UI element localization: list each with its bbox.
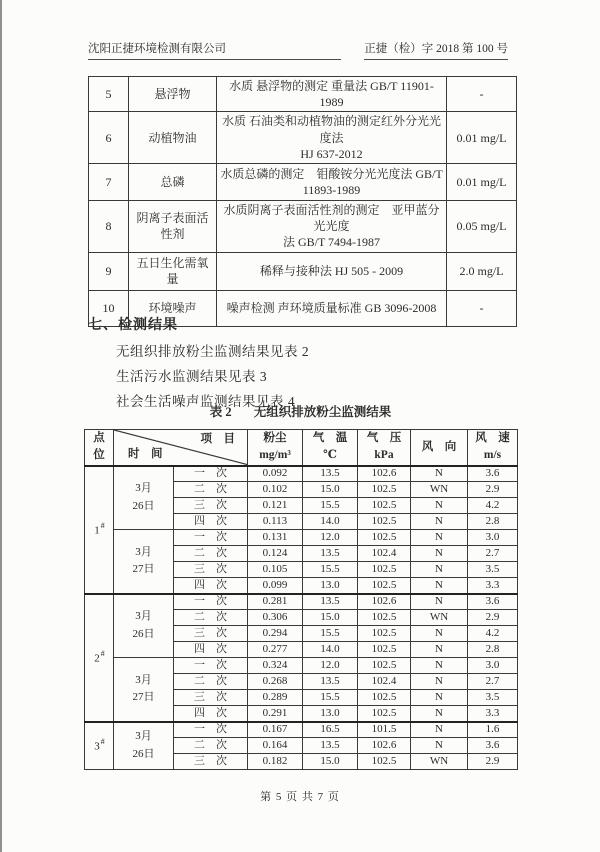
cell-temp: 15.5 (303, 498, 358, 514)
cell-limit: 0.01 mg/L (447, 163, 517, 200)
header-dust-name: 粉尘 (263, 432, 287, 444)
method-line: 噪声检测 声环境质量标准 GB 3096-2008 (226, 300, 437, 315)
cell-parameter: 阴离子表面活性剂 (129, 200, 217, 252)
cell-pressure: 102.4 (358, 546, 411, 562)
method-line: 水质阴离子表面活性剂的测定 亚甲蓝分光光度 (223, 202, 440, 234)
cell-date (114, 466, 174, 530)
cell-temp: 15.5 (303, 690, 358, 706)
cell-wind-speed: 2.8 (468, 514, 518, 530)
table2-caption-label: 表 2 (209, 405, 232, 419)
company-name: 沈阳正捷环境检测有限公司 (88, 40, 341, 60)
cell-wind-speed: 2.9 (468, 754, 518, 770)
cell-wind-dir: N (411, 546, 468, 562)
table2-caption (84, 402, 517, 420)
cell-wind-speed: 3.0 (468, 658, 518, 674)
method-line: HJ 637-2012 (300, 146, 363, 161)
cell-limit: 0.05 mg/L (447, 200, 517, 252)
header-point-line: 位 (93, 449, 105, 462)
cell-no: 6 (89, 112, 129, 164)
method-line: 法 GB/T 7494-1987 (282, 235, 381, 250)
point-number: 3 (94, 740, 100, 753)
cell-no: 10 (89, 290, 129, 326)
cell-no: 7 (89, 163, 129, 200)
cell-method (217, 163, 447, 200)
cell-point (85, 722, 114, 770)
cell-temp: 15.5 (303, 562, 358, 578)
cell-wind-dir: WN (411, 754, 468, 770)
header-temp-name: 气 温 (312, 432, 348, 444)
table-row (85, 722, 518, 738)
cell-wind-speed: 2.9 (468, 482, 518, 498)
header-time-label: 时 间 (128, 448, 163, 461)
method-line: 稀释与接种法 HJ 505 - 2009 (259, 263, 404, 278)
cell-sequence: 一 次 (174, 466, 248, 482)
table-row (85, 658, 518, 674)
cell-dust: 0.113 (248, 514, 303, 530)
header-temp-unit: ℃ (323, 449, 337, 462)
cell-sequence: 四 次 (174, 642, 248, 658)
cell-wind-dir: N (411, 530, 468, 546)
cell-wind-dir: N (411, 466, 468, 482)
table-row (85, 466, 518, 482)
cell-temp: 13.5 (303, 738, 358, 754)
cell-dust: 0.268 (248, 674, 303, 690)
cell-pressure: 102.5 (358, 578, 411, 594)
cell-dust: 0.164 (248, 738, 303, 754)
cell-pressure: 102.5 (358, 498, 411, 514)
cell-parameter: 动植物油 (129, 112, 217, 164)
cell-pressure: 102.5 (358, 562, 411, 578)
cell-pressure: 102.6 (358, 466, 411, 482)
cell-dust: 0.291 (248, 706, 303, 722)
point-number: 2 (94, 652, 100, 665)
header-temperature (303, 430, 358, 466)
cell-sequence: 一 次 (174, 594, 248, 610)
header-point-line: 点 (93, 432, 105, 444)
cell-dust: 0.099 (248, 578, 303, 594)
cell-wind-speed: 2.7 (468, 546, 518, 562)
document-number: 正捷（检）字 2018 第 100 号 (364, 40, 508, 60)
cell-dust: 0.294 (248, 626, 303, 642)
date-month: 3月 (135, 482, 152, 495)
cell-dust: 0.105 (248, 562, 303, 578)
date-day: 27日 (132, 691, 155, 704)
date-month: 3月 (135, 730, 152, 743)
method-line: 水质总磷的测定 钼酸铵分光光度法 GB/T (220, 166, 443, 181)
cell-pressure: 102.5 (358, 626, 411, 642)
cell-sequence: 三 次 (174, 754, 248, 770)
cell-temp: 15.0 (303, 610, 358, 626)
point-number: 1 (94, 524, 100, 537)
cell-dust: 0.306 (248, 610, 303, 626)
cell-method (217, 252, 447, 290)
cell-limit: 2.0 mg/L (447, 252, 517, 290)
cell-no: 9 (89, 252, 129, 290)
date-month: 3月 (135, 673, 152, 686)
cell-temp: 13.5 (303, 466, 358, 482)
dust-monitoring-table (84, 429, 518, 770)
cell-temp: 15.0 (303, 754, 358, 770)
cell-wind-dir: N (411, 562, 468, 578)
cell-pressure: 102.5 (358, 658, 411, 674)
cell-wind-dir: N (411, 722, 468, 738)
cell-dust: 0.102 (248, 482, 303, 498)
cell-dust: 0.121 (248, 498, 303, 514)
cell-temp: 12.0 (303, 658, 358, 674)
cell-pressure: 101.5 (358, 722, 411, 738)
cell-wind-dir: N (411, 738, 468, 754)
cell-pressure: 102.6 (358, 738, 411, 754)
cell-dust: 0.124 (248, 546, 303, 562)
date-day: 26日 (132, 627, 155, 640)
header-press-unit: kPa (374, 449, 394, 462)
cell-method (217, 200, 447, 252)
cell-sequence: 一 次 (174, 530, 248, 546)
section-title: 七、检测结果 (88, 318, 178, 333)
cell-pressure: 102.5 (358, 642, 411, 658)
cell-sequence: 一 次 (174, 658, 248, 674)
cell-wind-dir: WN (411, 482, 468, 498)
cell-wind-dir: N (411, 514, 468, 530)
cell-method (217, 77, 447, 112)
cell-wind-speed: 3.5 (468, 562, 518, 578)
point-mark: # (100, 648, 105, 658)
section-line: 社会生活噪声监测结果见表 4 (116, 394, 296, 409)
cell-dust: 0.277 (248, 642, 303, 658)
cell-sequence: 三 次 (174, 562, 248, 578)
table-row (89, 163, 517, 200)
cell-wind-speed: 4.2 (468, 626, 518, 642)
cell-parameter: 环境噪声 (129, 290, 217, 326)
header-dust-unit: mg/m³ (259, 449, 291, 462)
cell-no: 8 (89, 200, 129, 252)
cell-wind-speed: 3.3 (468, 706, 518, 722)
cell-pressure: 102.5 (358, 706, 411, 722)
page-footer: 第 5 页 共 7 页 (260, 791, 340, 803)
method-table (88, 76, 517, 327)
cell-wind-dir: N (411, 626, 468, 642)
cell-wind-speed: 3.0 (468, 530, 518, 546)
cell-temp: 15.0 (303, 482, 358, 498)
cell-point (85, 466, 114, 594)
cell-sequence: 二 次 (174, 482, 248, 498)
cell-temp: 13.0 (303, 706, 358, 722)
table2-caption-title: 无组织排放粉尘监测结果 (253, 405, 392, 419)
cell-wind-speed: 1.6 (468, 722, 518, 738)
cell-wind-dir: N (411, 658, 468, 674)
point-mark: # (100, 737, 105, 747)
cell-temp: 14.0 (303, 642, 358, 658)
cell-date (114, 722, 174, 770)
cell-parameter: 总磷 (129, 163, 217, 200)
date-day: 27日 (132, 563, 155, 576)
cell-sequence: 四 次 (174, 706, 248, 722)
cell-pressure: 102.5 (358, 482, 411, 498)
section-line: 无组织排放粉尘监测结果见表 2 (116, 344, 310, 359)
date-month: 3月 (135, 545, 152, 558)
header-item-label: 项 目 (200, 433, 235, 445)
cell-sequence: 二 次 (174, 610, 248, 626)
cell-temp: 13.0 (303, 578, 358, 594)
cell-pressure: 102.5 (358, 690, 411, 706)
header-speed-unit: m/s (483, 449, 502, 462)
cell-parameter: 五日生化需氧量 (129, 252, 217, 290)
table-row (85, 530, 518, 546)
cell-wind-dir: N (411, 706, 468, 722)
cell-temp: 13.5 (303, 546, 358, 562)
header-diagonal-cell (114, 430, 248, 466)
table-row (89, 200, 517, 252)
cell-sequence: 二 次 (174, 546, 248, 562)
header-press-name: 气 压 (366, 432, 402, 444)
cell-wind-dir: N (411, 578, 468, 594)
table-row (89, 252, 517, 290)
cell-sequence: 四 次 (174, 514, 248, 530)
table-row (89, 112, 517, 164)
cell-dust: 0.324 (248, 658, 303, 674)
cell-pressure: 102.6 (358, 594, 411, 610)
cell-wind-dir: N (411, 642, 468, 658)
method-line: 水质 悬浮物的测定 重量法 GB/T 11901-1989 (229, 79, 434, 110)
cell-wind-speed: 3.6 (468, 738, 518, 754)
cell-wind-speed: 2.7 (468, 674, 518, 690)
cell-no: 5 (89, 77, 129, 112)
cell-wind-speed: 4.2 (468, 498, 518, 514)
cell-limit: - (447, 77, 517, 112)
cell-wind-dir: N (411, 498, 468, 514)
table-row (85, 594, 518, 610)
cell-wind-dir: WN (411, 610, 468, 626)
method-line: 11893-1989 (302, 182, 361, 197)
cell-sequence: 一 次 (174, 722, 248, 738)
cell-sequence: 三 次 (174, 626, 248, 642)
header-speed-name: 风 速 (475, 432, 510, 444)
header-point (85, 430, 114, 466)
section-line: 生活污水监测结果见表 3 (116, 369, 268, 384)
date-day: 26日 (132, 499, 155, 512)
table-header-row (85, 430, 518, 466)
cell-dust: 0.182 (248, 754, 303, 770)
cell-method (217, 290, 447, 326)
cell-pressure: 102.5 (358, 514, 411, 530)
cell-pressure: 102.5 (358, 530, 411, 546)
cell-dust: 0.281 (248, 594, 303, 610)
cell-temp: 13.5 (303, 674, 358, 690)
header-wind-direction: 风 向 (411, 430, 468, 466)
cell-sequence: 二 次 (174, 674, 248, 690)
cell-dust: 0.167 (248, 722, 303, 738)
cell-wind-dir: N (411, 594, 468, 610)
point-mark: # (100, 520, 105, 530)
cell-sequence: 三 次 (174, 690, 248, 706)
cell-dust: 0.289 (248, 690, 303, 706)
cell-wind-speed: 2.9 (468, 610, 518, 626)
cell-limit: - (447, 290, 517, 326)
cell-date (114, 658, 174, 722)
page-header (0, 40, 600, 60)
cell-wind-dir: N (411, 690, 468, 706)
date-day: 26日 (132, 747, 155, 760)
cell-wind-speed: 2.8 (468, 642, 518, 658)
cell-limit: 0.01 mg/L (447, 112, 517, 164)
cell-wind-speed: 3.5 (468, 690, 518, 706)
cell-sequence: 四 次 (174, 578, 248, 594)
cell-point (85, 594, 114, 722)
cell-temp: 15.5 (303, 626, 358, 642)
cell-temp: 14.0 (303, 514, 358, 530)
cell-wind-speed: 3.6 (468, 466, 518, 482)
cell-temp: 13.5 (303, 594, 358, 610)
date-month: 3月 (135, 610, 152, 623)
cell-sequence: 二 次 (174, 738, 248, 754)
method-line: 水质 石油类和动植物油的测定红外分光光度法 (221, 114, 441, 145)
cell-wind-speed: 3.6 (468, 594, 518, 610)
cell-pressure: 102.4 (358, 674, 411, 690)
cell-wind-speed: 3.3 (468, 578, 518, 594)
cell-method (217, 112, 447, 164)
header-pressure (358, 430, 411, 466)
cell-date (114, 594, 174, 658)
cell-dust: 0.131 (248, 530, 303, 546)
cell-wind-dir: N (411, 674, 468, 690)
cell-date (114, 530, 174, 594)
cell-temp: 16.5 (303, 722, 358, 738)
table-row (89, 77, 517, 112)
cell-parameter: 悬浮物 (129, 77, 217, 112)
cell-pressure: 102.5 (358, 754, 411, 770)
cell-sequence: 三 次 (174, 498, 248, 514)
cell-dust: 0.092 (248, 466, 303, 482)
cell-pressure: 102.5 (358, 610, 411, 626)
scan-edge-artifact (0, 0, 2, 852)
header-dust (248, 430, 303, 466)
header-wind-speed (468, 430, 518, 466)
cell-temp: 12.0 (303, 530, 358, 546)
